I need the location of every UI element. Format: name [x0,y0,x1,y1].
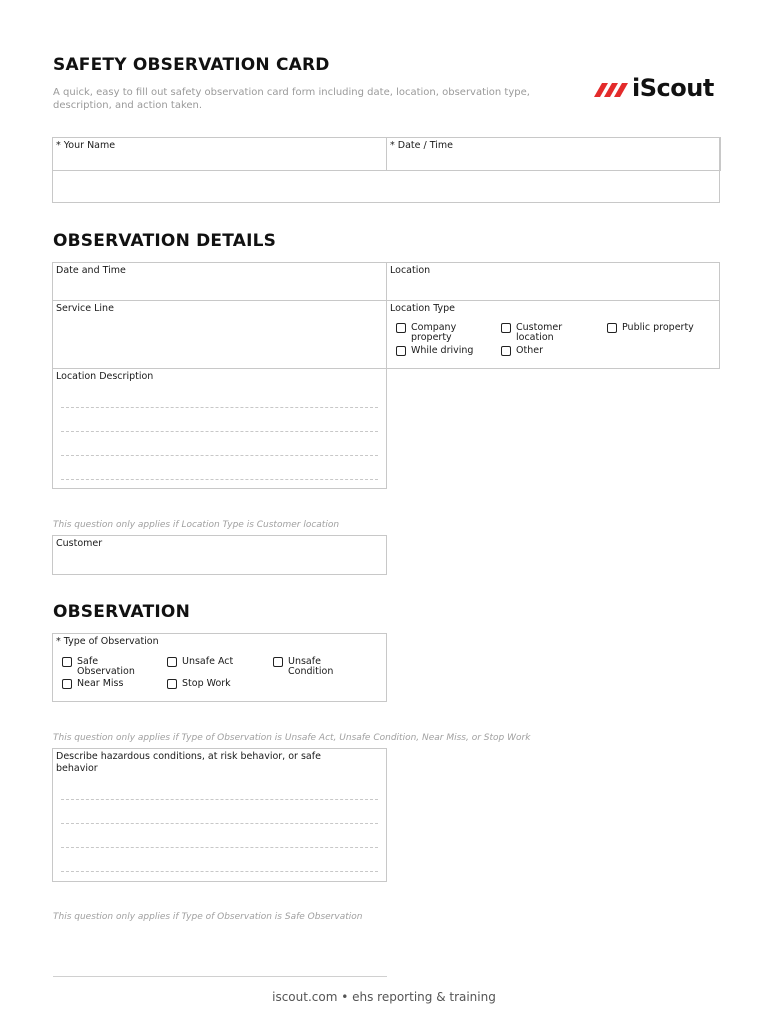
logo-slashes-icon [588,79,630,97]
date-time-field[interactable] [386,137,721,171]
observation-stop-work-option[interactable] [167,679,257,689]
location-type-other-option[interactable] [501,346,581,356]
observation-unsafe-condition-option[interactable] [273,657,345,676]
checkbox-icon[interactable] [167,657,177,667]
option-label: While driving [411,345,474,356]
safe-observation-condition-note: This question only applies if Type of Observation is Safe Observation [53,912,363,922]
option-label: Near Miss [77,678,124,689]
page-title: SAFETY OBSERVATION CARD [53,55,330,75]
checkbox-icon[interactable] [501,346,511,356]
service-line-field[interactable] [52,300,387,369]
observation-unsafe-act-option[interactable] [167,657,257,667]
checkbox-icon[interactable] [501,323,511,333]
describe-condition-note: This question only applies if Type of Observation is Unsafe Act, Unsafe Condition, Near Miss, or Stop Work [53,733,531,743]
page-subtitle: A quick, easy to fill out safety observation card form including date, location, observation type, description, and action taken. [53,87,530,111]
location-type-field [386,300,720,369]
writing-line [61,799,378,800]
customer-condition-note: This question only applies if Location Type is Customer location [53,520,340,530]
logo-text: iScout [632,74,714,102]
iscout-logo [588,74,714,102]
location-type-customer-option[interactable] [501,323,581,342]
date-time-label: * Date / Time [390,140,453,151]
writing-line [61,431,378,432]
location-description-label: Location Description [56,371,154,382]
location-type-public-option[interactable] [607,323,717,333]
location-type-label: Location Type [390,303,456,314]
date-and-time-field[interactable] [52,262,387,301]
writing-line [61,847,378,848]
location-type-driving-option[interactable] [396,346,496,356]
writing-line [61,455,378,456]
writing-line [61,823,378,824]
your-name-label: * Your Name [56,140,116,151]
option-label: Unsafe Condition [288,656,334,677]
writing-line [61,871,378,872]
option-label: Other [516,345,543,356]
location-field[interactable] [386,262,720,301]
observation-near-miss-option[interactable] [62,679,152,689]
checkbox-icon[interactable] [396,323,406,333]
checkbox-icon[interactable] [167,679,177,689]
observation-heading: OBSERVATION [53,602,190,622]
writing-line [61,479,378,480]
location-description-field[interactable] [52,368,387,489]
option-label: Public property [622,322,694,333]
checkbox-icon[interactable] [273,657,283,667]
option-label: Customer location [516,322,563,343]
option-label: Stop Work [182,678,231,689]
observation-details-heading: OBSERVATION DETAILS [53,231,277,251]
name-date-input-row[interactable] [53,171,719,202]
location-type-company-option[interactable] [396,323,476,342]
your-name-field[interactable] [52,137,387,171]
observation-safe-option[interactable] [62,657,152,676]
type-of-observation-field [52,633,387,702]
checkbox-icon[interactable] [62,657,72,667]
service-line-label: Service Line [56,303,114,314]
type-of-observation-label: * Type of Observation [56,636,159,647]
footer-divider [53,976,387,977]
footer-text: iscout.com • ehs reporting & training [272,990,496,1004]
describe-hazard-field[interactable] [52,748,387,882]
customer-label: Customer [56,538,103,549]
option-label: Company property [411,322,457,343]
writing-line [61,407,378,408]
describe-hazard-label: Describe hazardous conditions, at risk behavior, or safe behavior [56,751,321,774]
checkbox-icon[interactable] [396,346,406,356]
location-label: Location [390,265,431,276]
customer-field[interactable] [52,535,387,575]
name-date-group [52,137,720,203]
checkbox-icon[interactable] [607,323,617,333]
date-and-time-label: Date and Time [56,265,126,276]
checkbox-icon[interactable] [62,679,72,689]
option-label: Safe Observation [77,656,135,677]
option-label: Unsafe Act [182,656,234,667]
